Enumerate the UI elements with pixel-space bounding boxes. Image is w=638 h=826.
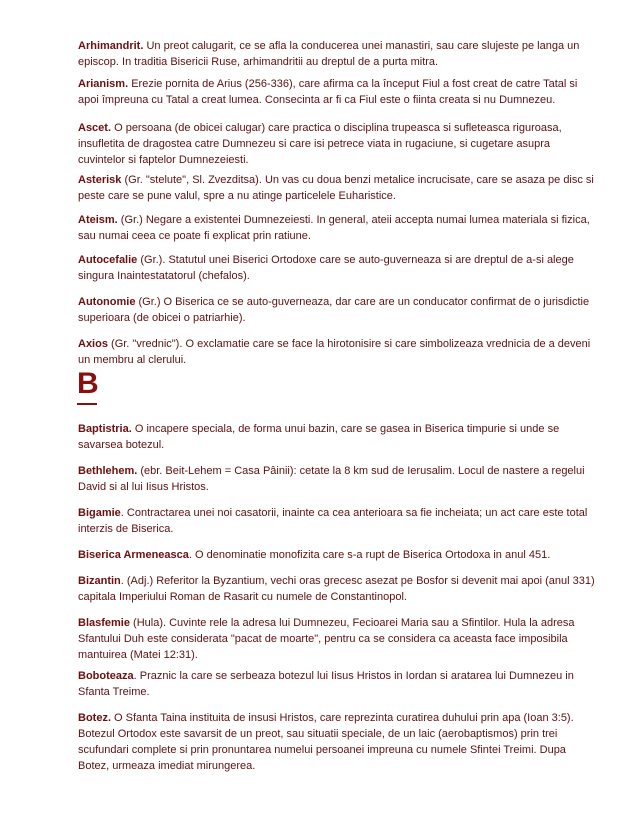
entry-term: Arianism. (78, 78, 129, 90)
entry-definition: . (Adj.) Referitor la Byzantium, vechi oras grecesc asezat pe Bosfor si devenit mai apoi (anul 331) capitala Imperiului Roman de Rasarit cu numele de Constantinopol. (78, 575, 595, 603)
entry-term: Autonomie (78, 296, 136, 308)
entry-definition: . Contractarea unei noi casatorii, inainte ca cea anterioara sa fie incheiata; un act care este total interzis de Biserica. (78, 507, 588, 535)
entry-definition: (Gr.) Negare a existentei Dumnezeiesti. In general, ateii accepta numai lumea materiala si fizica, sau numai ceea ce poate fi explicat prin ratiune. (78, 214, 590, 242)
glossary-entry-ascet (78, 120, 598, 168)
entry-definition: O Sfanta Taina instituita de insusi Hristos, care reprezinta curatirea duhului prin apa (Ioan 3:5). Botezul Ortodox este savarsit de un preot, sau situatii speciale, de un laic (aerobaptismos) prin trei scufundari complete si prin pronuntarea numelui persoanei impreuna cu numele Sfintei Treimi. Dupa Botez, urmeaza imediat mirungerea. (78, 712, 574, 772)
section-letter-heading: B (77, 367, 99, 400)
entry-term: Asterisk (78, 174, 122, 186)
glossary-entry-bethlehem (78, 463, 598, 495)
entry-definition: . O denominatie monofizita care s-a rupt de Biserica Ortodoxa in anul 451. (188, 549, 551, 561)
glossary-entry-boboteaza (78, 668, 598, 700)
glossary-entry-ateism (78, 212, 598, 244)
entry-term: Biserica Armeneasca (78, 549, 189, 561)
entry-definition: . Praznic la care se serbeaza botezul lui Iisus Hristos in Iordan si aratarea lui Dumnezeu in Sfanta Treime. (78, 670, 574, 698)
entry-definition: (Gr.). Statutul unei Biserici Ortodoxe care se auto-guverneaza si are dreptul de a-si alege singura Inaintestatatorul (chefalos). (78, 254, 574, 282)
glossary-entry-bizantin (78, 573, 598, 605)
glossary-entry-asterisk (78, 172, 598, 204)
entry-definition: O incapere speciala, de forma unui bazin, care se gasea in Biserica timpurie si unde se savarsea botezul. (78, 423, 560, 451)
entry-term: Bizantin (78, 575, 121, 587)
entry-definition: (Gr. "vrednic"). O exclamatie care se face la hirotonisire si care simbolizeaza vrednicia de a deveni un membru al clerului. (78, 338, 591, 366)
glossary-entry-axios (78, 336, 598, 368)
entry-definition: (Gr. "stelute", Sl. Zvezditsa). Un vas cu doua benzi metalice incrucisate, care se asaza pe disc si peste care se pune valul, spre a nu atinge particelele Euharistice. (78, 174, 594, 202)
glossary-entry-botez (78, 710, 598, 774)
entry-term: Ascet. (78, 122, 112, 134)
entry-definition: (Hula). Cuvinte rele la adresa lui Dumnezeu, Fecioarei Maria sau a Sfintilor. Hula la adresa Sfantului Duh este considerata "pacat de moarte", pentru ca se considera ca aceasta face imposibila mantuirea (Matei 12:31). (78, 617, 575, 661)
entry-definition: (ebr. Beit-Lehem = Casa Pâinii): cetate la 8 km sud de Ierusalim. Locul de nastere a regelui David si al lui Iisus Hristos. (78, 465, 585, 493)
glossary-entry-autonomie (78, 294, 598, 326)
entry-term: Ateism. (78, 214, 118, 226)
glossary-entry-blasfemie (78, 615, 598, 663)
glossary-entry-arhimandrit (78, 38, 598, 70)
entry-definition: Erezie pornita de Arius (256-336), care afirma ca la început Fiul a fost creat de catre Tatal si apoi împreuna cu Tatal a creat lumea. Consecinta ar fi ca Fiul este o fiinta creata si nu Dumnezeu. (78, 78, 578, 106)
entry-term: Arhimandrit. (78, 40, 144, 52)
glossary-entry-autocefalie (78, 252, 598, 284)
entry-term: Axios (78, 338, 108, 350)
entry-term: Boboteaza (78, 670, 134, 682)
glossary-entry-arianism (78, 76, 598, 108)
entry-definition: O persoana (de obicei calugar) care practica o disciplina trupeasca si sufleteasca riguroasa, insufletita de dragostea catre Dumnezeu si care isi petrece viata in rugaciune, si cugetare asupra cuvintelor si faptelor Dumnezeiesti. (78, 122, 562, 166)
glossary-entry-bigamie (78, 505, 598, 537)
entry-term: Blasfemie (78, 617, 130, 629)
section-letter-underline (77, 403, 97, 405)
entry-term: Botez. (78, 712, 111, 724)
entry-term: Bigamie (78, 507, 121, 519)
entry-definition: (Gr.) O Biserica ce se auto-guverneaza, dar care are un conducator confirmat de o jurisdictie superioara (de obicei o patriarhie). (78, 296, 590, 324)
entry-term: Bethlehem. (78, 465, 138, 477)
glossary-entry-biserica-armeneasca (78, 547, 598, 563)
entry-term: Baptistria. (78, 423, 132, 435)
entry-term: Autocefalie (78, 254, 138, 266)
glossary-entry-baptistria (78, 421, 598, 453)
entry-definition: Un preot calugarit, ce se afla la conducerea unei manastiri, sau care slujeste pe langa un episcop. In traditia Bisericii Ruse, arhimandritii au dreptul de a purta mitra. (78, 40, 580, 68)
